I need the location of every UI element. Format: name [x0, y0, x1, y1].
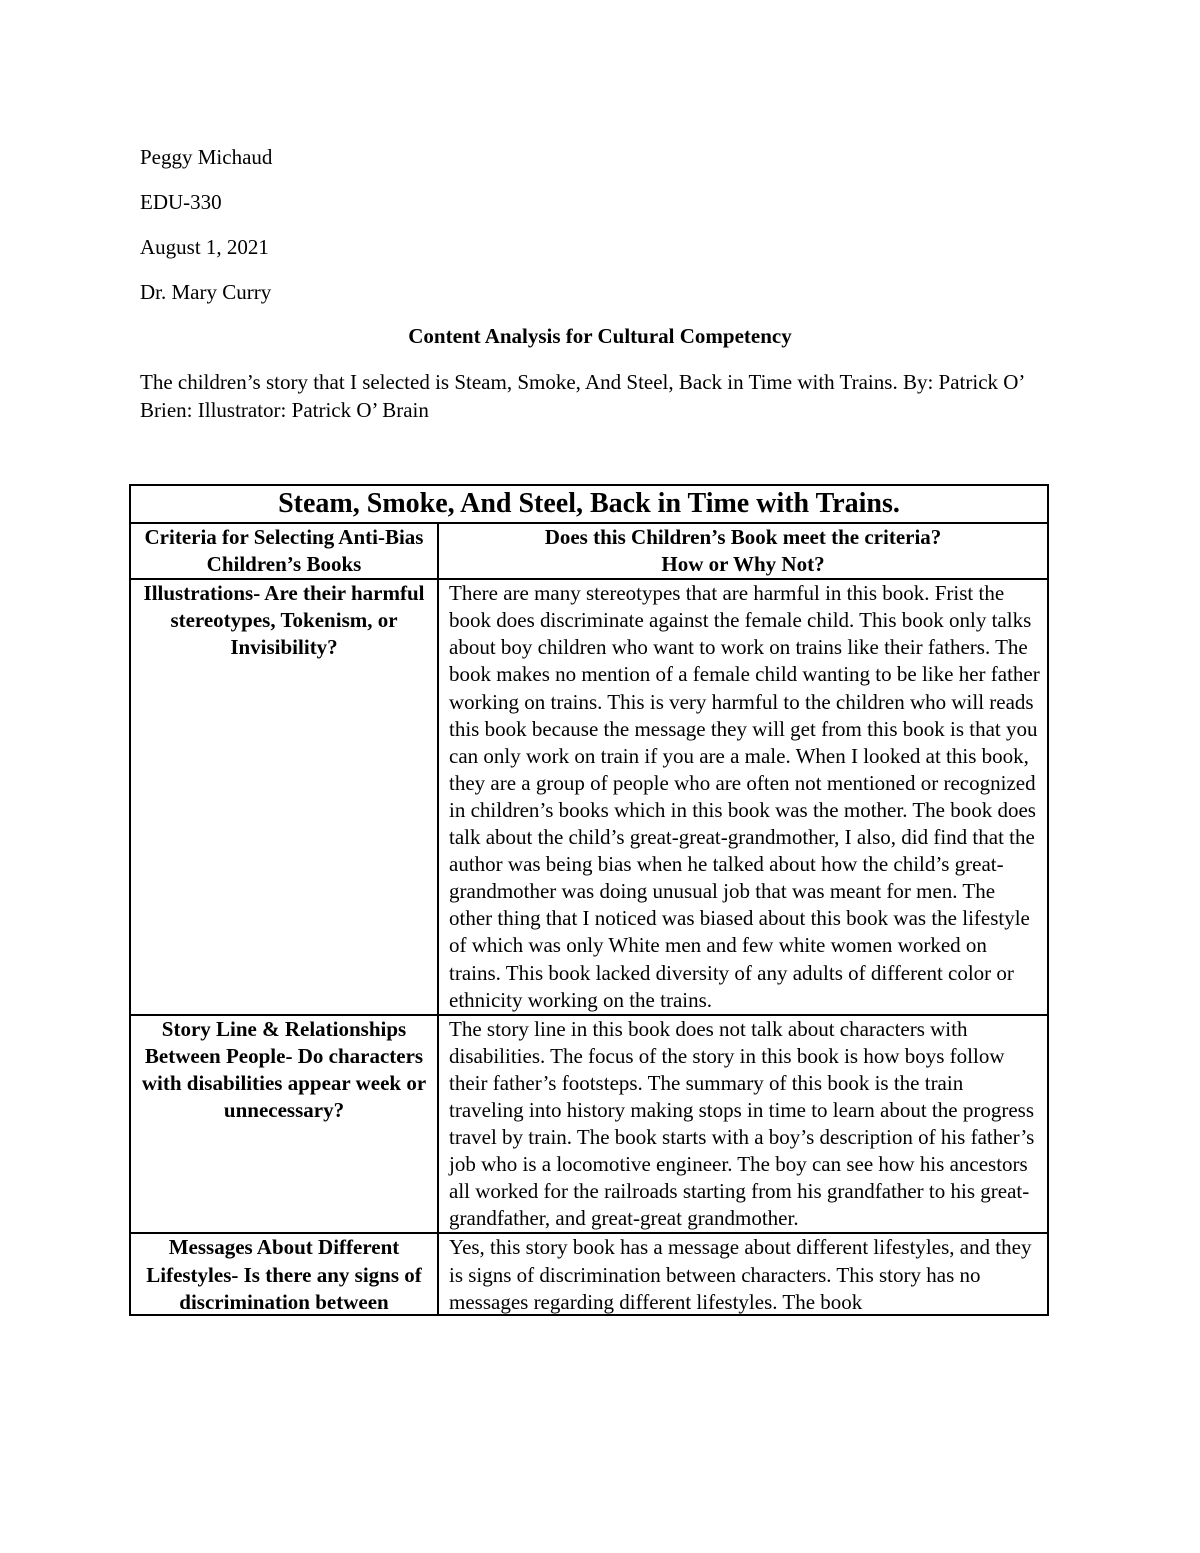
criteria-cell: Illustrations- Are their harmful stereotypes, Tokenism, or Invisibility?: [130, 579, 438, 1015]
intro-paragraph: The children’s story that I selected is Steam, Smoke, And Steel, Back in Time with Trains. By: Patrick O’ Brien: Illustrator: Patrick O’ Brain: [140, 370, 1024, 422]
answer-cell: [438, 1233, 1048, 1315]
instructor-name: Dr. Mary Curry: [140, 280, 272, 304]
table-title-row: [130, 485, 1048, 523]
answer-cell: The story line in this book does not talk about characters with disabilities. The focus of the story in this book is how boys follow their father’s footsteps. The summary of this book is the train traveling into history making stops in time to learn about the progress travel by train. The book starts with a boy’s description of his father’s job who is a locomotive engineer. The boy can see how his ancestors all worked for the railroads starting from his grandfather to his great-grandfather, and great-great grandmother.: [438, 1015, 1048, 1234]
answer-cell-text: Yes, this story book has a message about different lifestyles, and they is signs of discrimination between characters. This story has no messages regarding different lifestyles. The book: [449, 1235, 1032, 1314]
student-name: Peggy Michaud: [140, 145, 273, 169]
table-row: [130, 1015, 1048, 1234]
criteria-column-header: Criteria for Selecting Anti-Bias Children’s Books: [130, 523, 438, 579]
criteria-cell: [130, 1233, 438, 1315]
answer-column-header: [438, 523, 1048, 579]
criteria-cell: Story Line & Relationships Between People- Do characters with disabilities appear week or unnecessary?: [130, 1015, 438, 1234]
criteria-cell-text: Messages About Different Lifestyles- Is there any signs of discrimination between: [146, 1235, 422, 1314]
table-row: [130, 579, 1048, 1015]
analysis-table: [129, 484, 1049, 1316]
answer-cell: There are many stereotypes that are harmful in this book. Frist the book does discriminate against the female child. This book only talks about boy children who want to work on trains like their fathers. The book makes no mention of a female child wanting to be like her father working on trains. This is very harmful to the children who will reads this book because the message they will get from this book is that you can only work on train if you are a male. When I looked at this book, they are a group of people who are often not mentioned or recognized in children’s books which in this book was the mother. The book does talk about the child’s great-great-grandmother, I also, did find that the author was being bias when he talked about how the child’s great-grandmother was doing unusual job that was meant for men. The other thing that I noticed was biased about this book was the lifestyle of which was only White men and few white women worked on trains. This book lacked diversity of any adults of different color or ethnicity working on the trains.: [438, 579, 1048, 1015]
table-header-row: [130, 523, 1048, 579]
table-title: Steam, Smoke, And Steel, Back in Time with Trains.: [130, 485, 1048, 523]
course-code: EDU-330: [140, 190, 222, 214]
table-row: [130, 1233, 1048, 1315]
document-title: Content Analysis for Cultural Competency: [408, 324, 792, 348]
answer-header-line-1: Does this Children’s Book meet the criteria?: [544, 525, 942, 549]
answer-header-line-2: How or Why Not?: [661, 552, 825, 577]
submission-date: August 1, 2021: [140, 235, 269, 259]
